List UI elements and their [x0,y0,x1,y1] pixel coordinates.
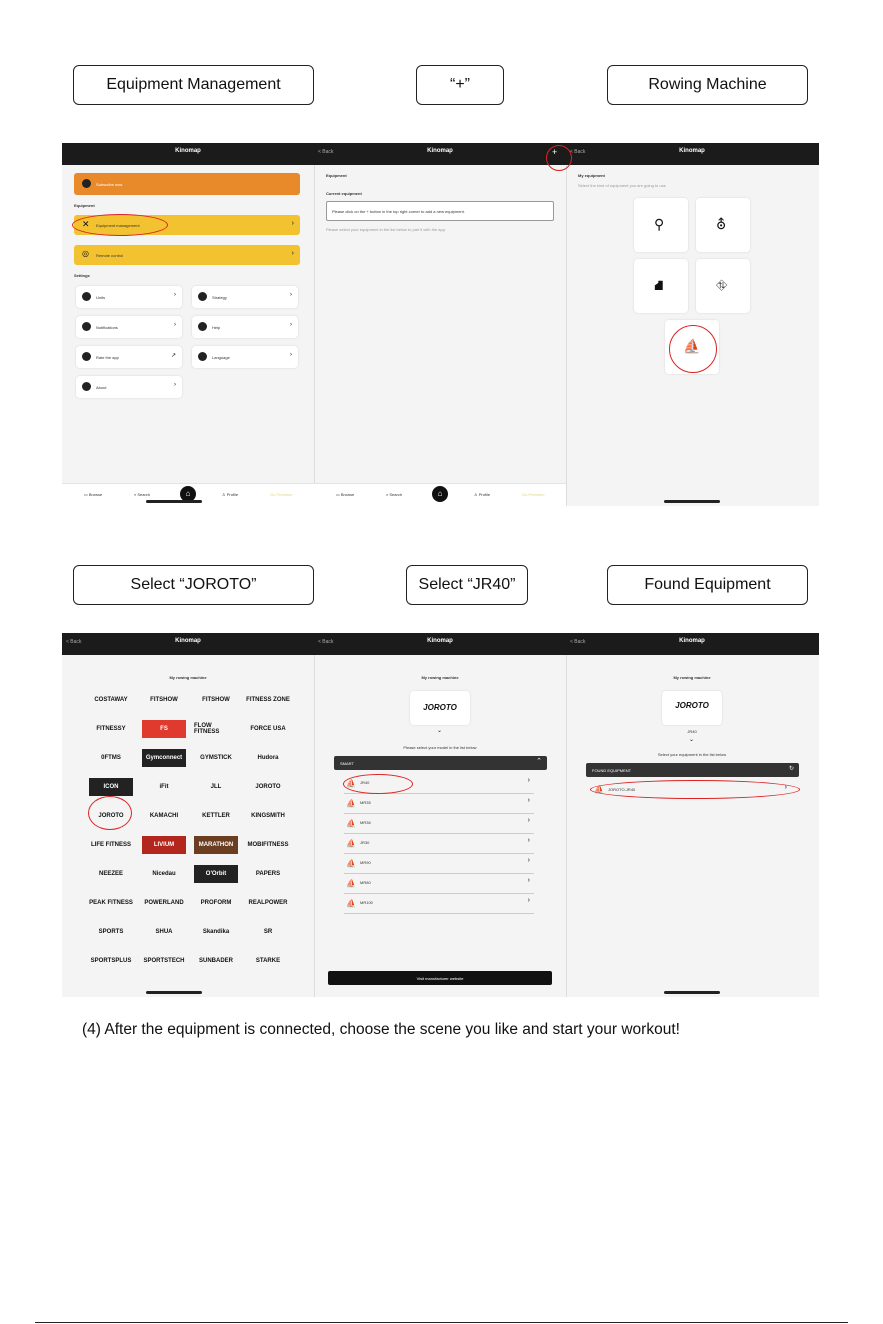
brand-logo[interactable]: SPORTS [98,929,124,935]
refresh-icon: ↻ [788,766,794,772]
external-link-icon: ↗ [170,353,176,359]
chevron-right-icon: › [291,250,294,257]
model-label: JR30 [360,840,370,845]
model-name: JR40 [687,729,697,734]
brand-logo[interactable]: Nicedau [152,871,176,877]
app-title: Kinomap [427,148,453,154]
brand-logo[interactable]: Hudora [257,755,279,761]
rowing-machine-title: My rowing machine [421,675,459,680]
treadmill-icon: ⛘ [654,277,664,293]
app-title: Kinomap [175,638,201,644]
section-equipment: Equipment [74,203,95,208]
brand-logo[interactable]: COSTAWAY [94,697,128,703]
model-item[interactable] [344,795,534,814]
joroto-logo: JOROTO [662,691,722,725]
my-equipment-title: My equipment [578,173,605,178]
instruction-caption: (4) After the equipment is connected, choose the scene you like and start your workout! [82,1021,680,1038]
back-button[interactable]: < Back [318,149,334,155]
equipment-type-stepper[interactable] [696,259,750,313]
brand-logo[interactable]: MARATHON [194,836,238,854]
chevron-right-icon: › [784,784,787,791]
settings-item-notifications[interactable]: Notifications › [76,316,182,338]
step-label-equipment-management: Equipment Management [73,65,314,105]
app-title: Kinomap [175,148,201,154]
brand-logo[interactable]: PROFORM [200,900,232,906]
joroto-logo: JOROTO [410,691,470,725]
chevron-right-icon: › [527,857,530,864]
home-indicator [664,991,720,994]
nav-profile[interactable]: ♙ Profile [222,492,239,497]
brand-logo[interactable]: Skandika [202,929,230,935]
current-equipment-label: Current equipment [326,191,362,196]
brand-logo[interactable]: LIVIUM [142,836,186,854]
model-label: MR90 [360,860,371,865]
highlight-jr40 [343,774,413,794]
model-item[interactable] [344,815,534,834]
app-title: Kinomap [427,638,453,644]
equipment-management-button[interactable]: ✕ Equipment management › [74,215,300,235]
brand-logo[interactable]: FS [142,720,186,738]
found-equipment-item[interactable]: ⛵ JOROTO-JR40 › [594,784,787,794]
brand-logo[interactable]: FORCE USA [250,726,286,732]
equipment-type-treadmill[interactable] [634,259,688,313]
screen-brand-list [62,633,314,997]
brand-logo[interactable]: POWERLAND [144,900,184,906]
rowing-machine-icon: ⛵ [346,819,356,828]
chevron-right-icon: › [527,817,530,824]
brand-logo[interactable]: 0FTMS [101,755,121,761]
back-button[interactable]: < Back [570,149,586,155]
settings-item-language[interactable]: Language › [192,346,298,368]
screen-found-equipment [566,633,819,997]
rowing-machine-icon: ⛵ [683,338,701,354]
model-label: MR36 [360,820,371,825]
rowing-machine-icon: ⛵ [346,879,356,888]
brand-logo[interactable]: FITNESSY [96,726,126,732]
screen-model-list [314,633,566,997]
app-title: Kinomap [679,148,705,154]
brand-logo[interactable]: STARKE [255,958,281,964]
bottom-rule [35,1322,848,1323]
section-settings: Settings [74,273,90,278]
highlight-rowing-machine [669,325,717,373]
screenshot-row-2 [62,633,819,997]
back-button[interactable]: < Back [66,639,82,645]
bell-icon [82,322,91,331]
brand-logo[interactable]: KINGSMITH [251,813,285,819]
screen-my-equipment [566,143,819,506]
rowing-machine-title: My rowing machine [673,675,711,680]
nav-profile[interactable]: ♙ Profile [474,492,491,497]
brand-logo[interactable]: FITSHOW [150,697,178,703]
model-instruction: Please select your model in the list below [403,745,477,750]
screen-settings [62,143,314,506]
group-header-smart[interactable]: SMART ⌃ [334,756,547,770]
brand-logo[interactable]: JLL [210,784,222,790]
model-item[interactable] [344,875,534,894]
chevron-right-icon: › [290,322,292,328]
home-indicator [664,500,720,503]
brand-logo[interactable]: FITSHOW [202,697,230,703]
bottom-nav [314,483,566,506]
brand-logo[interactable]: JOROTO [255,784,281,790]
brand-logo[interactable]: PEAK FITNESS [89,900,133,906]
equipment-type-bike[interactable] [634,198,688,252]
bike-icon: ⚲ [654,216,665,232]
chevron-up-icon: ⌃ [536,758,542,765]
settings-item-help[interactable]: Help › [192,316,298,338]
brand-logo[interactable]: FITNESS ZONE [246,697,290,703]
nav-premium[interactable]: Go Premium [522,492,545,497]
found-instruction: Select your equipment in the list below [657,752,727,757]
stepper-icon: ⛗ [716,277,728,293]
home-indicator [146,991,202,994]
info-icon [82,382,91,391]
rowing-machine-icon: ⛵ [346,859,356,868]
brand-logo[interactable]: FLOW FITNESS [194,723,220,735]
step-label-select-joroto: Select “JOROTO” [73,565,314,605]
highlight-found-item [590,780,800,799]
home-icon[interactable]: ⌂ [180,486,196,502]
model-list [344,775,534,935]
subscribe-banner[interactable]: Subscribe now [74,173,300,195]
chevron-right-icon: › [527,897,530,904]
chevron-right-icon: › [291,220,294,227]
my-equipment-subtitle: Select the kind of equipment you are going to use [578,183,666,188]
rowing-machine-icon: ⛵ [346,899,356,908]
chevron-right-icon: › [527,777,530,784]
screenshot-row-1 [62,143,819,506]
chevron-right-icon: › [290,352,292,358]
model-item[interactable] [344,835,534,854]
brand-logo[interactable]: REALPOWER [248,900,288,906]
close-icon: ✕ [82,219,90,229]
brand-logo[interactable]: PAPERS [255,871,281,877]
found-equipment-header: FOUND EQUIPMENT ↻ [586,763,799,777]
elliptical-icon: ⛢ [716,216,727,232]
brand-logo[interactable]: GYMSTICK [200,755,232,761]
crown-icon [82,179,91,188]
model-label: MR100 [360,900,373,905]
brand-logo[interactable]: KAMACHI [149,813,179,819]
globe-icon [198,352,207,361]
nav-premium[interactable]: Go Premium [270,492,293,497]
brand-logo[interactable]: SR [263,929,273,935]
add-equipment-hint: Please click on the + button in the top right corner to add a new equipment. [326,201,554,221]
chevron-right-icon: › [174,322,176,328]
strategy-icon [198,292,207,301]
model-label: MR35 [360,800,371,805]
rowing-machine-icon: ⛵ [594,785,604,794]
chevron-down-icon: ⌄ [437,728,443,734]
model-item[interactable] [344,895,534,914]
chevron-right-icon: › [290,292,292,298]
remote-icon: ◎ [82,249,89,258]
screen-equipment [314,143,566,506]
chevron-right-icon: › [174,382,176,388]
brand-logo[interactable]: O'Orbit [194,865,238,883]
settings-item-units[interactable]: Units › [76,286,182,308]
home-icon[interactable]: ⌂ [432,486,448,502]
back-button[interactable]: < Back [570,639,586,645]
brand-logo[interactable]: NEEZEE [98,871,123,877]
step-label-found-equipment: Found Equipment [607,565,808,605]
brand-logo[interactable]: MOBIFITNESS [247,842,289,848]
visit-manufacturer-button[interactable]: Visit manufacturer website [328,971,552,985]
nav-search[interactable]: ⌕ Search [386,492,403,497]
section-equipment: Equipment [326,173,347,178]
equipment-type-elliptical[interactable] [696,198,750,252]
rowing-machine-icon: ⛵ [346,839,356,848]
highlight-equipment-management [72,214,168,236]
units-icon [82,292,91,301]
step-label-select-jr40: Select “JR40” [406,565,528,605]
brand-logo[interactable]: SHUA [155,929,173,935]
brand-logo[interactable]: Gymconnect [142,749,186,767]
rowing-machine-icon: ⛵ [346,799,356,808]
app-title: Kinomap [679,638,705,644]
settings-item-about[interactable]: About › [76,376,182,398]
brand-logo[interactable]: JOROTO [98,813,124,819]
model-label: JR40 [360,780,370,785]
settings-item-rate[interactable]: Rate the app ↗ [76,346,182,368]
remote-control-button[interactable]: ◎ Remote control › [74,245,300,265]
chevron-right-icon: › [527,837,530,844]
chevron-right-icon: › [174,292,176,298]
equipment-note: Please select your equipment in the list below to pair it with the app. [326,227,447,232]
rowing-machine-icon: ⛵ [346,779,356,788]
help-icon [198,322,207,331]
chevron-right-icon: › [527,797,530,804]
model-label: MR80 [360,880,371,885]
back-button[interactable]: < Back [318,639,334,645]
step-label-plus: “+” [416,65,504,105]
brand-logo[interactable]: SPORTSPLUS [90,958,132,964]
home-indicator [146,500,202,503]
chevron-right-icon: › [527,877,530,884]
highlight-joroto [88,796,132,830]
brand-logo[interactable]: KETTLER [202,813,230,819]
brand-logo[interactable]: ICON [89,778,133,796]
rowing-machine-title: My rowing machine [169,675,207,680]
step-label-rowing-machine: Rowing Machine [607,65,808,105]
nav-browse[interactable]: ▭ Browse [84,492,103,497]
plus-button[interactable]: + [552,147,558,157]
brand-logo[interactable]: LIFE FITNESS [90,842,131,848]
brand-logo[interactable]: SPORTSTECH [143,958,185,964]
brand-grid [62,683,314,983]
nav-browse[interactable]: ▭ Browse [336,492,355,497]
brand-logo[interactable]: iFit [159,784,169,790]
model-item[interactable] [344,855,534,874]
chevron-down-icon: ⌄ [689,737,695,743]
settings-item-strategy[interactable]: Strategy › [192,286,298,308]
nav-search[interactable]: ⌕ Search [134,492,151,497]
brand-logo[interactable]: SUNBADER [198,958,233,964]
star-icon [82,352,91,361]
